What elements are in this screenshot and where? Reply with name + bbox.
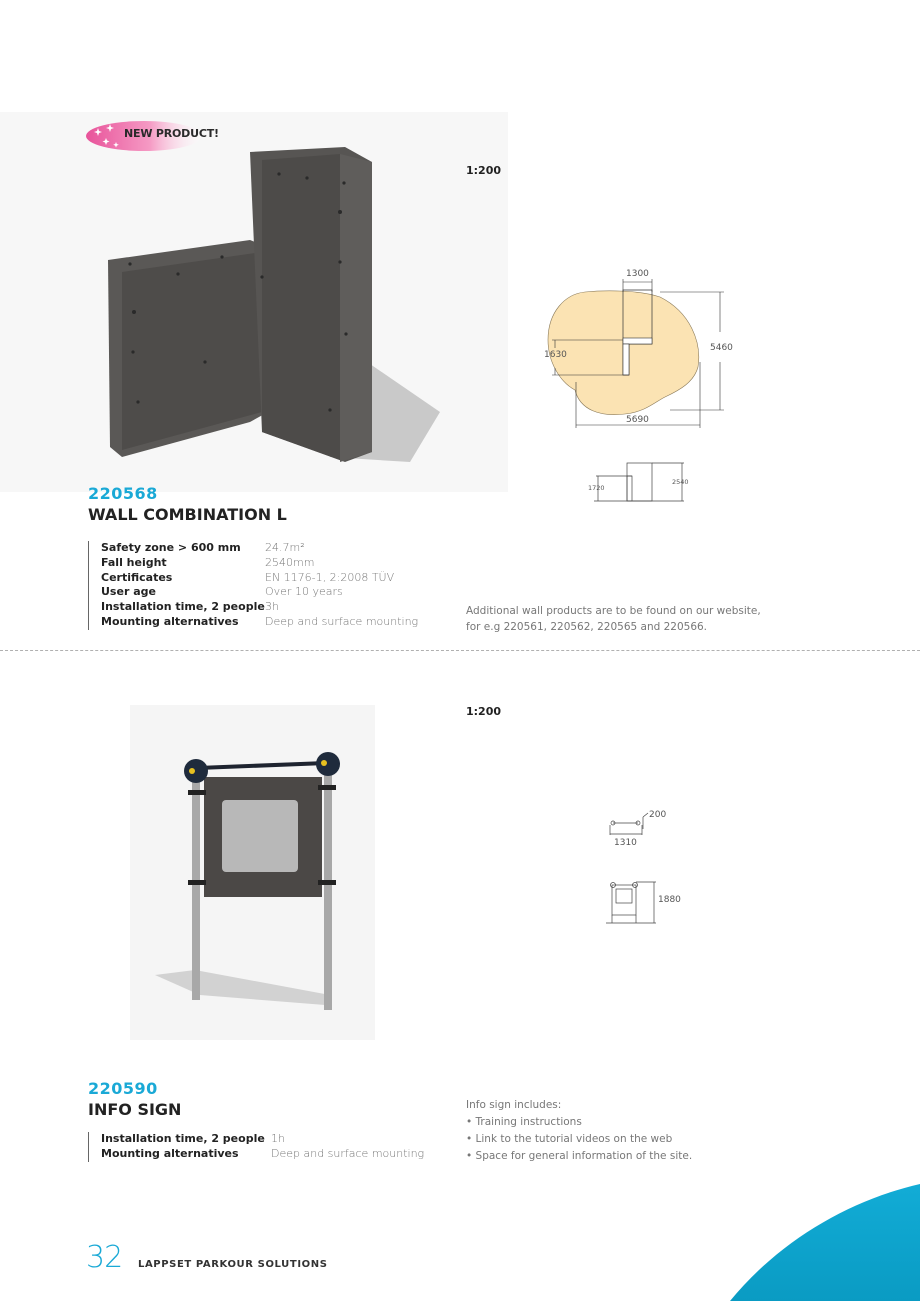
product-image-wall-combination (0, 112, 508, 492)
list-item: • Training instructions (466, 1116, 582, 1128)
scale-label: 1:200 (466, 164, 502, 177)
side-elevation-diagram (584, 460, 704, 505)
section-divider (0, 650, 920, 651)
dim-width: 1310 (614, 838, 637, 848)
info-sign-includes: Info sign includes: • Training instructions • Link to the tutorial videos on the web • Space for general information of the site. (466, 1097, 692, 1165)
dim-width-span: 5690 (626, 415, 649, 425)
additional-products-note: Additional wall products are to be found on our website, for e.g 220561, 220562, 220565 and 220566. (466, 605, 761, 633)
info-sign-dimension-diagram (600, 805, 700, 930)
decorative-corner-wave (720, 1180, 920, 1301)
spec-row: Certificates EN 1176-1, 2:2008 TÜV (101, 570, 395, 584)
spec-row: Mounting alternatives Deep and surface mounting (101, 1146, 425, 1160)
dim-height-span: 5460 (710, 343, 733, 353)
dim-left-depth: 1630 (544, 350, 567, 360)
safety-zone-plan-diagram (530, 262, 750, 432)
wall-combination-illustration (0, 112, 508, 492)
spec-row: Installation time, 2 people 3h (101, 600, 279, 614)
dim-side-high: 2540 (672, 478, 689, 486)
dim-top-width: 1300 (626, 269, 649, 279)
dim-depth: 200 (649, 810, 667, 820)
list-item: • Space for general information of the site. (466, 1150, 693, 1162)
product-code: 220590 (88, 1079, 158, 1098)
spec-row: Installation time, 2 people 1h (101, 1132, 285, 1145)
product-name: INFO SIGN (88, 1100, 182, 1119)
scale-label: 1:200 (466, 705, 502, 718)
product-image-info-sign (130, 705, 375, 1040)
product-code: 220568 (88, 484, 158, 503)
dim-side-low: 1720 (588, 484, 605, 492)
footer-title: LAPPSET PARKOUR SOLUTIONS (138, 1259, 328, 1270)
list-item: • Link to the tutorial videos on the web (466, 1133, 673, 1145)
spec-row: User age Over 10 years (101, 585, 343, 599)
info-sign-illustration (130, 705, 375, 1040)
badge-label: NEW PRODUCT! (124, 127, 219, 140)
spec-row: Mounting alternatives Deep and surface mounting (101, 614, 419, 628)
dim-height: 1880 (658, 895, 681, 905)
spec-row: Fall height 2540mm (101, 555, 315, 569)
page-number: 32 (86, 1240, 123, 1275)
spec-table (88, 541, 418, 630)
spec-row: Safety zone > 600 mm 24.7m² (101, 541, 305, 554)
spec-table (88, 1132, 424, 1162)
product-name: WALL COMBINATION L (88, 505, 287, 524)
